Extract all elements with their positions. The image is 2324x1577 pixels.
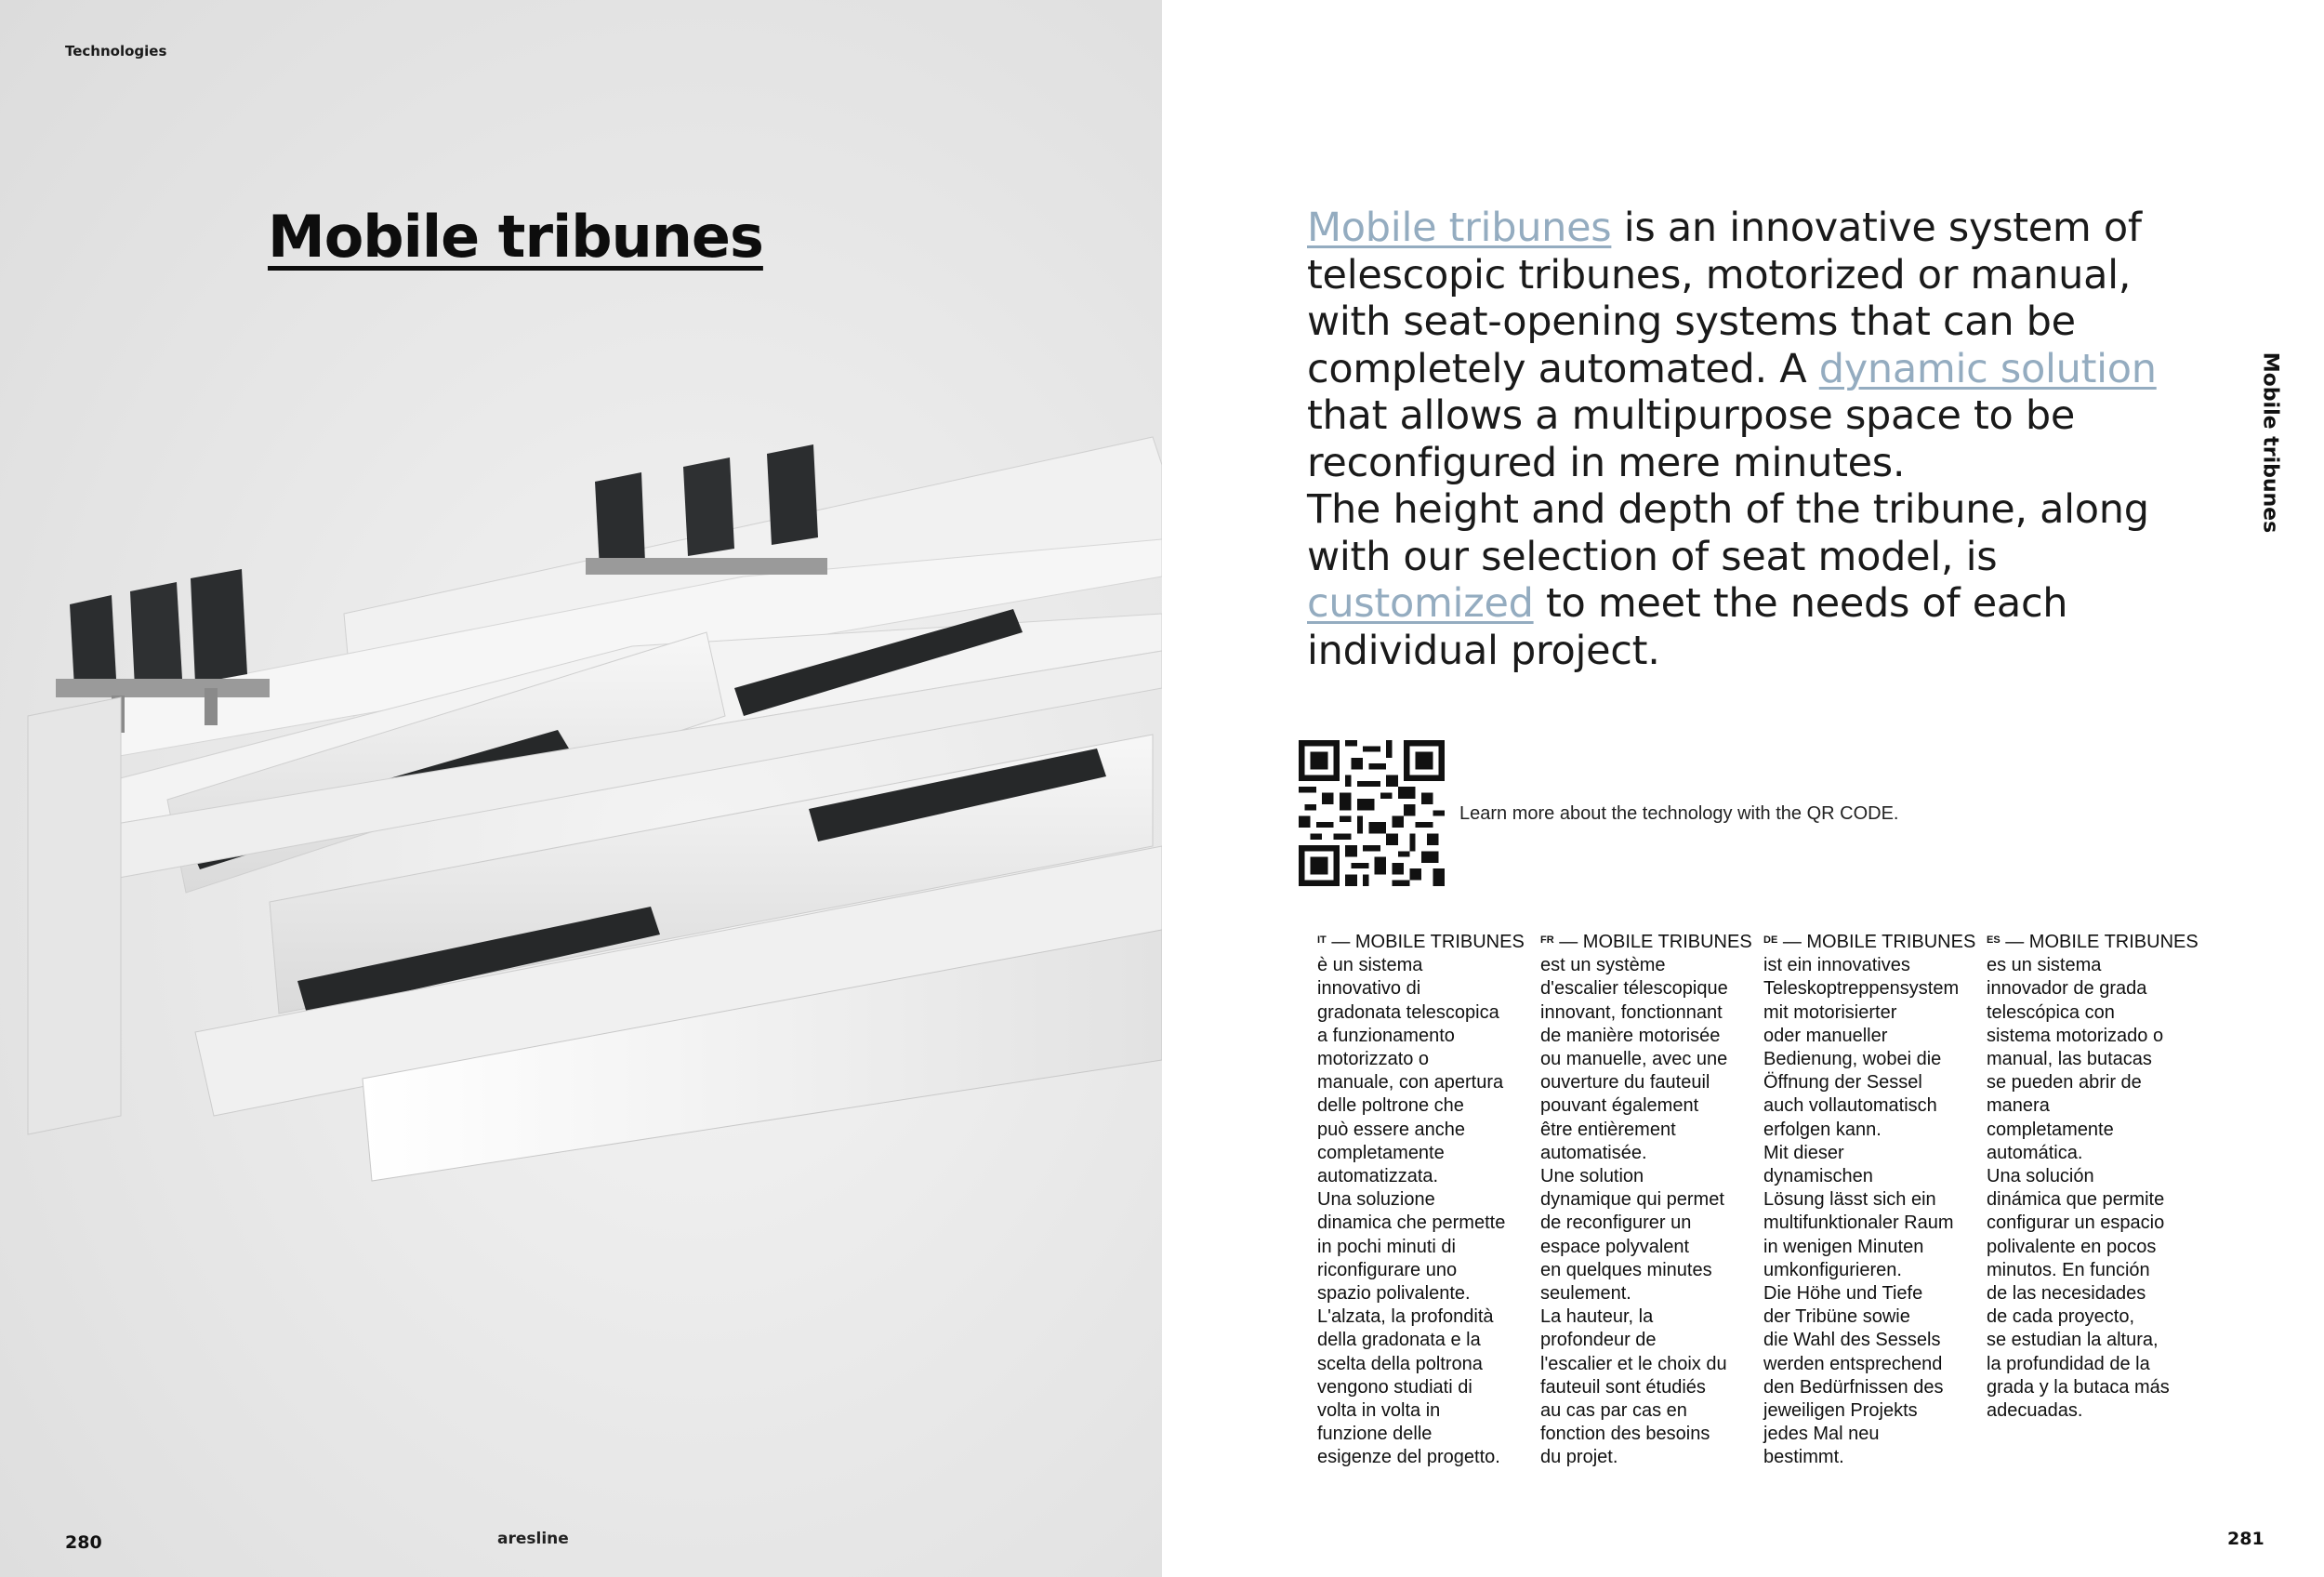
link-dynamic-solution[interactable]: dynamic solution (1818, 345, 2157, 392)
language-text-line: ouverture du fauteuil (1540, 1072, 1710, 1093)
language-text-line: être entièrement (1540, 1119, 1676, 1140)
intro-text-2: that allows a multipurpose space to be reconfigured in mere minutes. (1307, 392, 2076, 486)
section-label: Technologies (65, 43, 167, 60)
language-text-line: pouvant également (1540, 1095, 1699, 1117)
language-text-line: jedes Mal neu (1763, 1424, 1880, 1445)
language-text-line: automatizzata. (1317, 1166, 1439, 1187)
language-text-line: fonction des besoins (1540, 1424, 1710, 1445)
language-heading (1540, 929, 1754, 954)
language-heading-text: — MOBILE TRIBUNES (1777, 932, 1976, 952)
language-text-line: l'escalier et le choix du (1540, 1353, 1727, 1374)
language-text-line: polivalente en pocos (1987, 1236, 2157, 1257)
language-text-line: è un sistema (1317, 955, 1423, 976)
language-text-line: vengono studiati di (1317, 1376, 1472, 1398)
language-text-line: configurar un espacio (1987, 1213, 2165, 1234)
language-text-line: Una soluzione (1317, 1189, 1435, 1211)
language-text-line: grada y la butaca más (1987, 1376, 2170, 1398)
page-title: Mobile tribunes (268, 203, 763, 271)
language-text-line: profondeur de (1540, 1330, 1657, 1351)
language-text-line: gradonata telescopica (1317, 1001, 1499, 1023)
qr-code-icon[interactable] (1299, 740, 1445, 886)
language-text-line: funzione delle (1317, 1424, 1433, 1445)
language-text-line: innovador de grada (1987, 978, 2147, 1000)
language-text-line: Une solution (1540, 1166, 1644, 1187)
language-text-line: completamente (1987, 1119, 2114, 1140)
language-code: IT (1317, 934, 1327, 946)
language-text-line: in pochi minuti di (1317, 1236, 1456, 1257)
language-code: DE (1763, 934, 1778, 946)
language-text-line: ist ein innovatives (1763, 955, 1910, 976)
language-column-es (1987, 929, 2200, 1423)
language-text-line: manual, las butacas (1987, 1049, 2152, 1070)
language-text-line: erfolgen kann. (1763, 1119, 1882, 1140)
language-text-line: scelta della poltrona (1317, 1353, 1483, 1374)
language-text-line: de reconfigurer un (1540, 1213, 1692, 1234)
language-text-line: spazio polivalente. (1317, 1283, 1471, 1305)
language-text-line: den Bedürfnissen des (1763, 1376, 1944, 1398)
language-text-line: du projet. (1540, 1447, 1618, 1468)
language-text-line: sistema motorizado o (1987, 1025, 2164, 1046)
link-mobile-tribunes[interactable]: Mobile tribunes (1307, 205, 1612, 251)
language-text-line: minutos. En función (1987, 1259, 2150, 1280)
language-text-line: dinamica che permette (1317, 1213, 1506, 1234)
language-text-line: bestimmt. (1763, 1447, 1844, 1468)
language-text-line: può essere anche (1317, 1119, 1466, 1140)
language-text-line: umkonfigurieren. (1763, 1259, 1902, 1280)
language-text-line: delle poltrone che (1317, 1095, 1464, 1117)
language-text-line: Lösung lässt sich ein (1763, 1189, 1936, 1211)
language-text-line: werden entsprechend (1763, 1353, 1943, 1374)
language-text-line: fauteuil sont étudiés (1540, 1376, 1706, 1398)
link-customized[interactable]: customized (1307, 580, 1534, 627)
language-text-line: de manière motorisée (1540, 1025, 1721, 1046)
language-text-line: manera (1987, 1095, 2050, 1117)
language-heading-text: — MOBILE TRIBUNES (1326, 932, 1525, 952)
language-text-line: est un système (1540, 955, 1666, 976)
language-text-line: der Tribüne sowie (1763, 1306, 1910, 1328)
language-text-line: se estudian la altura, (1987, 1330, 2159, 1351)
language-text-line: Die Höhe und Tiefe (1763, 1283, 1923, 1305)
language-heading (1763, 929, 1977, 954)
language-column-it (1317, 929, 1531, 1470)
language-text-line: esigenze del progetto. (1317, 1447, 1500, 1468)
language-text-line: la profundidad de la (1987, 1353, 2150, 1374)
language-text-line: Mit dieser (1763, 1142, 1844, 1163)
language-text-line: die Wahl des Sessels (1763, 1330, 1941, 1351)
language-text-line: mit motorisierter (1763, 1001, 1897, 1023)
brand-logo: aresline (497, 1530, 569, 1548)
language-text-line: completamente (1317, 1142, 1445, 1163)
page-number-left: 280 (65, 1532, 102, 1553)
language-text-line: multifunktionaler Raum (1763, 1213, 1954, 1234)
language-column-de (1763, 929, 1977, 1470)
language-code: FR (1540, 934, 1554, 946)
language-text-line: La hauteur, la (1540, 1306, 1654, 1328)
intro-text-4: to meet the needs of each individual project. (1307, 580, 2068, 674)
side-label: Mobile tribunes (2258, 351, 2282, 534)
language-text-line: a funzionamento (1317, 1025, 1455, 1046)
language-text-line: in wenigen Minuten (1763, 1236, 1924, 1257)
language-text-line: oder manueller (1763, 1025, 1888, 1046)
language-text-line: L'alzata, la profondità (1317, 1306, 1494, 1328)
language-text-line: volta in volta in (1317, 1400, 1441, 1422)
language-text-line: seulement. (1540, 1283, 1631, 1305)
language-code: ES (1987, 934, 2000, 946)
language-heading-text: — MOBILE TRIBUNES (1553, 932, 1752, 952)
language-text-line: automática. (1987, 1142, 2083, 1163)
language-text-line: adecuadas. (1987, 1400, 2083, 1422)
language-text-line: se pueden abrir de (1987, 1072, 2142, 1093)
language-text-line: au cas par cas en (1540, 1400, 1687, 1422)
language-text-line: manuale, con apertura (1317, 1072, 1504, 1093)
page-number-right: 281 (2227, 1529, 2265, 1549)
language-heading (1317, 929, 1531, 954)
language-text-line: della gradonata e la (1317, 1330, 1481, 1351)
tribune-illustration (0, 409, 1162, 1209)
language-text-line: dynamique qui permet (1540, 1189, 1724, 1211)
language-text-line: en quelques minutes (1540, 1259, 1712, 1280)
language-text-line: Una solución (1987, 1166, 2094, 1187)
language-text-line: motorizzato o (1317, 1049, 1430, 1070)
intro-text (1307, 205, 2199, 674)
language-text-line: d'escalier télescopique (1540, 978, 1728, 1000)
language-text-line: Bedienung, wobei die (1763, 1049, 1942, 1070)
language-text-line: es un sistema (1987, 955, 2102, 976)
language-text-line: ou manuelle, avec une (1540, 1049, 1728, 1070)
language-text-line: Teleskoptreppensystem (1763, 978, 1960, 1000)
language-text-line: espace polyvalent (1540, 1236, 1690, 1257)
language-text-line: dinámica que permite (1987, 1189, 2165, 1211)
language-text-line: de las necesidades (1987, 1283, 2146, 1305)
language-text-line: dynamischen (1763, 1166, 1873, 1187)
intro-text-1: is an innovative system of telescopic tribunes, motorized or manual, with seat-opening systems that can be completely automated. A (1307, 205, 2142, 392)
language-text-line: innovativo di (1317, 978, 1421, 1000)
language-column-fr (1540, 929, 1754, 1470)
language-text-line: riconfigurare uno (1317, 1259, 1458, 1280)
language-text-line: Öffnung der Sessel (1763, 1072, 1922, 1093)
language-text-line: auch vollautomatisch (1763, 1095, 1937, 1117)
language-text-line: jeweiligen Projekts (1763, 1400, 1918, 1422)
qr-caption: Learn more about the technology with the QR CODE. (1459, 803, 1899, 824)
language-heading-text: — MOBILE TRIBUNES (2000, 932, 2199, 952)
language-text-line: telescópica con (1987, 1001, 2115, 1023)
language-heading (1987, 929, 2200, 954)
intro-text-3: The height and depth of the tribune, along with our selection of seat model, is (1307, 486, 2149, 580)
language-text-line: innovant, fonctionnant (1540, 1001, 1723, 1023)
language-text-line: de cada proyecto, (1987, 1306, 2134, 1328)
language-text-line: automatisée. (1540, 1142, 1647, 1163)
